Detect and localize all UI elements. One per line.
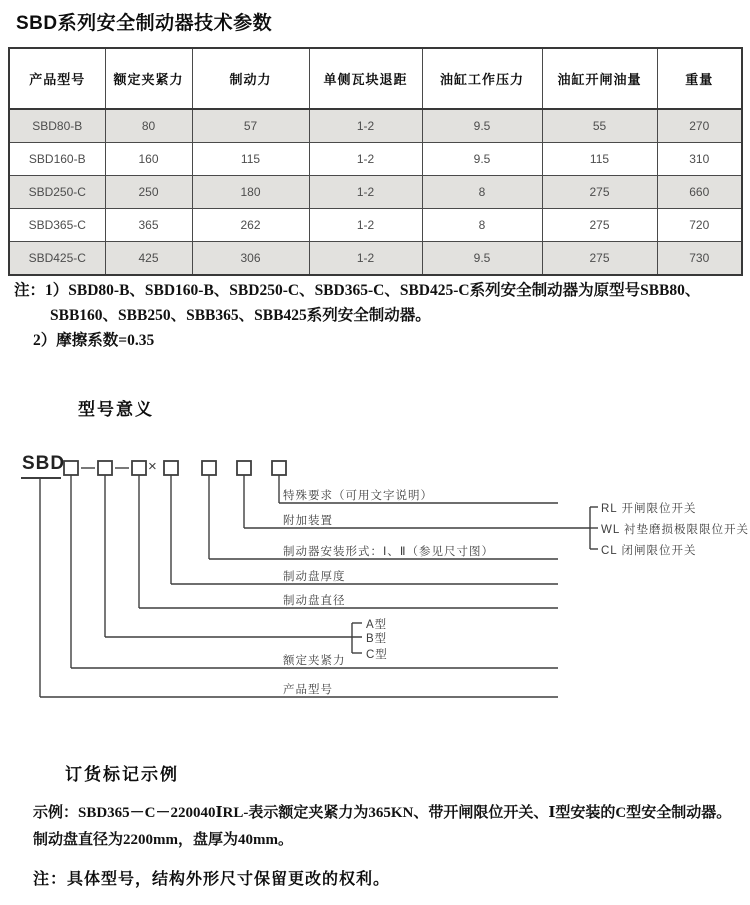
table-row: [9, 109, 742, 143]
order-example-paragraph: [33, 800, 738, 854]
cell-model: SBD160-B: [9, 143, 105, 176]
order-example-heading: 订货标记示例: [65, 765, 179, 784]
cell-value: 9.5: [422, 109, 542, 143]
cell-value: 270: [657, 109, 742, 143]
cell-value: 365: [105, 209, 192, 242]
model-digit-box: [98, 461, 112, 475]
cell-value: 660: [657, 176, 742, 209]
label-product-model: 产品型号: [283, 684, 333, 696]
cell-value: 8: [422, 209, 542, 242]
model-meaning-diagram: [0, 440, 750, 715]
label-special-requirement: 特殊要求（可用文字说明）: [283, 490, 433, 502]
model-digit-box: [164, 461, 178, 475]
label-clamp-force: 额定夹紧力: [283, 655, 346, 667]
cell-value: 57: [192, 109, 309, 143]
note-line-3: 2）摩擦系数=0.35: [33, 332, 155, 349]
label-addon-device: 附加装置: [283, 515, 333, 527]
cell-value: 1-2: [309, 242, 422, 276]
spec-table: [8, 47, 743, 276]
cell-value: 306: [192, 242, 309, 276]
label-type-a: A型: [366, 619, 388, 631]
cell-value: 1-2: [309, 209, 422, 242]
cell-value: 180: [192, 176, 309, 209]
cell-model: SBD250-C: [9, 176, 105, 209]
cell-value: 1-2: [309, 176, 422, 209]
note-line-2: SBB160、SBB250、SBB365、SBB425系列安全制动器。: [50, 307, 431, 324]
col-header-pad-retraction: 单侧瓦块退距: [309, 48, 422, 109]
cell-value: 55: [542, 109, 657, 143]
table-row: [9, 176, 742, 209]
note-line-1: 注：1）SBD80-B、SBD160-B、SBD250-C、SBD365-C、SBD425-C系列安全制动器为原型号SBB80、: [14, 282, 701, 299]
table-row: [9, 242, 742, 276]
table-header-row: [9, 48, 742, 109]
cell-value: 8: [422, 176, 542, 209]
model-digit-box: [272, 461, 286, 475]
cell-model: SBD425-C: [9, 242, 105, 276]
cell-value: 250: [105, 176, 192, 209]
model-digit-box: [132, 461, 146, 475]
cell-model: SBD80-B: [9, 109, 105, 143]
order-example-line-1: 示例：SBD365－C－220040ⅠRL-表示额定夹紧力为365KN、带开闸限位开关、Ⅰ型安装的C型安全制动器。: [33, 805, 732, 821]
col-header-braking-force: 制动力: [192, 48, 309, 109]
cell-value: 275: [542, 242, 657, 276]
col-header-product-model: 产品型号: [9, 48, 105, 109]
cell-value: 730: [657, 242, 742, 276]
label-type-b: B型: [366, 633, 388, 645]
cell-value: 1-2: [309, 109, 422, 143]
cell-value: 9.5: [422, 143, 542, 176]
table-row: [9, 143, 742, 176]
cell-value: 115: [542, 143, 657, 176]
order-example-line-2: 制动盘直径为2200mm，盘厚为40mm。: [33, 832, 293, 848]
model-digit-box: [202, 461, 216, 475]
cell-value: 262: [192, 209, 309, 242]
col-header-work-pressure: 油缸工作压力: [422, 48, 542, 109]
cell-value: 9.5: [422, 242, 542, 276]
label-switch-rl: RL 开闸限位开关: [601, 503, 697, 515]
page-title: SBD系列安全制动器技术参数: [16, 13, 273, 34]
cell-value: 275: [542, 176, 657, 209]
label-disc-diameter: 制动盘直径: [283, 595, 346, 607]
multiply-sign: ×: [148, 458, 157, 475]
model-digit-box: [64, 461, 78, 475]
cell-value: 720: [657, 209, 742, 242]
table-notes: [0, 278, 740, 353]
cell-value: 160: [105, 143, 192, 176]
cell-model: SBD365-C: [9, 209, 105, 242]
col-header-clamp-force: 额定夹紧力: [105, 48, 192, 109]
cell-value: 275: [542, 209, 657, 242]
label-type-c: C型: [366, 649, 388, 661]
model-prefix: SBD: [22, 453, 66, 474]
cell-value: 425: [105, 242, 192, 276]
label-switch-wl: WL 衬垫磨损极限限位开关: [601, 524, 750, 536]
cell-value: 1-2: [309, 143, 422, 176]
label-mount-form: 制动器安装形式：Ⅰ、Ⅱ（参见尺寸图）: [283, 546, 495, 558]
cell-value: 115: [192, 143, 309, 176]
cell-value: 80: [105, 109, 192, 143]
model-digit-box: [237, 461, 251, 475]
label-switch-cl: CL 闭闸限位开关: [601, 545, 697, 557]
table-row: [9, 209, 742, 242]
model-meaning-heading: 型号意义: [78, 400, 154, 419]
label-disc-thickness: 制动盘厚度: [283, 571, 346, 583]
cell-value: 310: [657, 143, 742, 176]
col-header-oil-volume: 油缸开闸油量: [542, 48, 657, 109]
bottom-note: 注：具体型号，结构外形尺寸保留更改的权利。: [33, 871, 391, 888]
col-header-weight: 重量: [657, 48, 742, 109]
model-diagram-lines: [0, 440, 750, 715]
